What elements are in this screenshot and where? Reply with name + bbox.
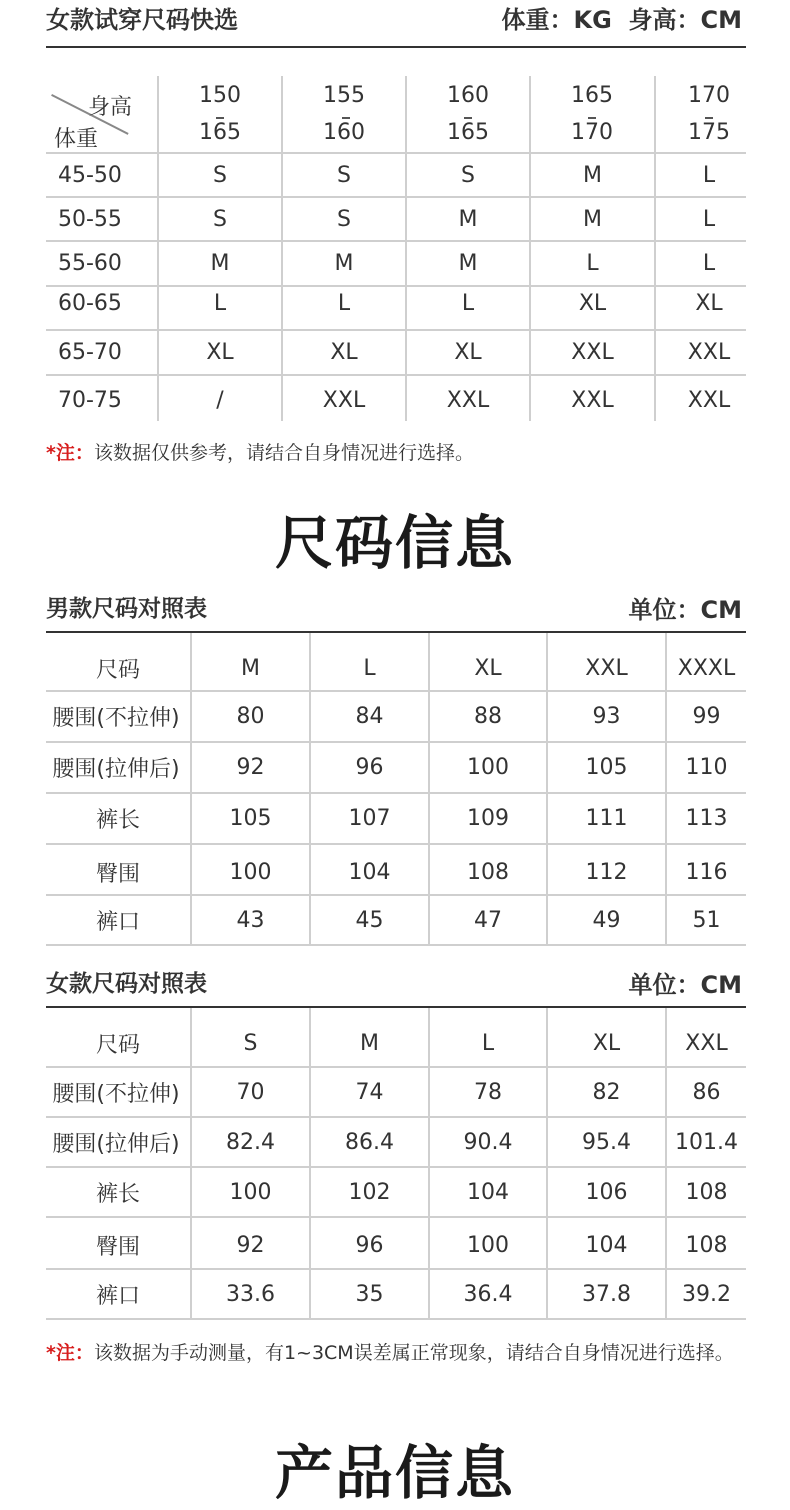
size-cell: XXL: [322, 387, 366, 413]
women-value-cell: 108: [685, 1179, 728, 1205]
size-cell: M: [458, 206, 478, 232]
size-cell: S: [461, 162, 475, 188]
women-value-cell: 70: [236, 1079, 265, 1105]
men-value-cell: 92: [236, 755, 265, 780]
weight-range-cell: 50-55: [58, 206, 122, 232]
women-header-cell: M: [360, 1030, 379, 1056]
men-title-rule: [46, 631, 746, 633]
size-cell: XXL: [571, 340, 614, 365]
men-value-cell: 111: [585, 806, 628, 831]
size-cell: S: [337, 162, 351, 188]
size-cell: XL: [578, 291, 607, 316]
women-table-title: 女款尺码对照表: [46, 971, 207, 997]
men-value-cell: 45: [355, 907, 384, 933]
women-table-unit: 单位：CM: [628, 971, 742, 999]
weight-range-cell: 60-65: [58, 291, 122, 316]
weight-range-cell: 65-70: [58, 340, 122, 365]
women-measure-label: 臀围: [95, 1234, 140, 1260]
note-mark: *注：: [46, 1342, 94, 1364]
women-value-cell: 101.4: [675, 1129, 738, 1155]
women-measure-label: 裤长: [95, 1181, 140, 1207]
size-cell: XXL: [571, 387, 614, 413]
men-value-cell: 105: [229, 806, 272, 831]
men-measure-label: 腰围(不拉伸): [52, 706, 180, 731]
size-info-heading: 尺码信息: [274, 509, 515, 577]
women-value-cell: 78: [474, 1079, 502, 1105]
women-header-cell: XXL: [685, 1030, 728, 1056]
men-value-cell: 104: [348, 859, 391, 885]
men-measure-label: 裤长: [95, 808, 140, 833]
size-cell: M: [210, 251, 230, 276]
size-cell: XXL: [687, 387, 731, 413]
height-col-bottom: 165: [199, 119, 241, 145]
men-value-cell: 51: [692, 907, 721, 933]
men-value-cell: 112: [585, 859, 628, 885]
women-value-cell: 86.4: [345, 1129, 394, 1155]
women-value-cell: 86: [692, 1079, 721, 1105]
men-value-cell: 99: [692, 704, 721, 729]
quick-size-title: 女款试穿尺码快选: [46, 6, 238, 34]
men-value-cell: 105: [585, 755, 628, 780]
height-col-bottom: 170: [571, 119, 613, 145]
women-value-cell: 104: [467, 1179, 509, 1205]
note-text: 该数据为手动测量，有1~3CM误差属正常现象，请结合自身情况进行选择。: [93, 1342, 734, 1364]
men-value-cell: 107: [348, 806, 391, 831]
size-cell: L: [337, 291, 351, 316]
size-cell: L: [702, 206, 716, 232]
weight-range-cell: 45-50: [58, 162, 122, 188]
size-cell: XL: [454, 340, 482, 365]
size-cell: XL: [206, 340, 234, 365]
height-col-top: 150: [199, 82, 241, 108]
size-cell: M: [583, 206, 602, 232]
men-header-cell: M: [241, 655, 260, 681]
men-value-cell: 100: [229, 859, 272, 885]
men-value-cell: 109: [467, 806, 509, 831]
men-table-title: 男款尺码对照表: [46, 596, 207, 622]
men-table-unit: 单位：CM: [628, 596, 742, 624]
men-header-cell: XL: [474, 655, 502, 681]
men-value-cell: 80: [236, 704, 265, 729]
height-col-top: 160: [447, 82, 489, 108]
weight-range-cell: 70-75: [58, 387, 122, 413]
women-measure-label: 裤口: [95, 1283, 140, 1309]
men-value-cell: 113: [685, 806, 728, 831]
men-value-cell: 88: [474, 704, 502, 729]
weight-range-cell: 55-60: [58, 251, 122, 276]
size-cell: M: [458, 251, 478, 276]
women-value-cell: 104: [585, 1232, 628, 1258]
women-note: [46, 1338, 746, 1369]
men-measure-label: 臀围: [95, 861, 140, 887]
note-mark: *注：: [46, 442, 94, 464]
corner-weight-label: 体重: [54, 127, 99, 152]
quick-size-units: 体重：KG 身高：CM: [501, 6, 742, 34]
women-value-cell: 37.8: [582, 1281, 631, 1307]
women-value-cell: 100: [229, 1179, 272, 1205]
men-value-cell: 110: [685, 755, 728, 780]
women-row-divider: [46, 1318, 746, 1320]
women-value-cell: 100: [467, 1232, 509, 1258]
men-header-cell: XXL: [585, 655, 628, 681]
men-value-cell: 49: [592, 907, 621, 933]
men-value-cell: 43: [236, 907, 265, 933]
men-row-divider: [46, 944, 746, 946]
height-col-bottom: 160: [323, 119, 365, 145]
height-col-top: 165: [571, 82, 613, 108]
women-value-cell: 36.4: [463, 1281, 513, 1307]
men-value-cell: 96: [355, 755, 384, 780]
size-cell: XXL: [687, 340, 731, 365]
size-cell: XL: [330, 340, 358, 365]
women-value-cell: 33.6: [226, 1281, 275, 1307]
size-cell: S: [337, 206, 351, 232]
women-value-cell: 95.4: [582, 1129, 631, 1155]
note-text: 该数据仅供参考，请结合自身情况进行选择。: [93, 442, 474, 464]
women-value-cell: 82: [592, 1079, 621, 1105]
product-info-heading: 产品信息: [274, 1439, 515, 1507]
women-measure-label: 腰围(拉伸后): [52, 1131, 180, 1157]
women-value-cell: 39.2: [682, 1281, 731, 1307]
men-value-cell: 47: [474, 907, 502, 933]
women-value-cell: 96: [355, 1232, 384, 1258]
corner-height-label: 身高: [88, 95, 133, 120]
size-cell: S: [213, 162, 227, 188]
height-col-bottom: 175: [688, 119, 730, 145]
women-header-cell: XL: [592, 1030, 621, 1056]
height-col-bottom: 165: [447, 119, 489, 145]
men-measure-label: 腰围(拉伸后): [52, 757, 180, 782]
men-value-cell: 93: [592, 704, 621, 729]
height-col-top: 170: [688, 82, 730, 108]
women-value-cell: 102: [348, 1179, 391, 1205]
women-value-cell: 106: [585, 1179, 628, 1205]
women-value-cell: 82.4: [226, 1129, 275, 1155]
men-measure-label: 裤口: [95, 909, 140, 935]
men-header-cell: 尺码: [95, 657, 140, 683]
size-cell: XL: [695, 291, 723, 316]
size-cell: M: [334, 251, 354, 276]
women-value-cell: 74: [355, 1079, 384, 1105]
size-cell: /: [216, 387, 224, 413]
height-col-top: 155: [323, 82, 365, 108]
men-value-cell: 84: [355, 704, 384, 729]
women-value-cell: 108: [685, 1232, 728, 1258]
women-measure-label: 腰围(不拉伸): [52, 1081, 180, 1107]
size-cell: L: [702, 251, 716, 276]
size-cell: L: [213, 291, 227, 316]
men-value-cell: 116: [685, 859, 728, 885]
quick-title-rule: [46, 46, 746, 48]
size-cell: L: [702, 162, 716, 188]
size-cell: L: [461, 291, 475, 316]
women-header-cell: L: [481, 1030, 495, 1056]
women-header-cell: 尺码: [95, 1032, 140, 1058]
women-title-rule: [46, 1006, 746, 1008]
men-value-cell: 100: [467, 755, 509, 780]
women-header-cell: S: [243, 1030, 258, 1056]
men-value-cell: 108: [467, 859, 509, 885]
men-header-cell: L: [363, 655, 376, 681]
size-cell: L: [586, 251, 599, 276]
quick-note: [46, 438, 474, 469]
size-cell: S: [213, 206, 227, 232]
size-cell: XXL: [446, 387, 490, 413]
women-value-cell: 92: [236, 1232, 265, 1258]
women-value-cell: 35: [355, 1281, 384, 1307]
women-value-cell: 90.4: [463, 1129, 513, 1155]
men-header-cell: XXXL: [677, 655, 736, 681]
size-cell: M: [583, 162, 602, 188]
quick-row-divider: [46, 374, 746, 376]
